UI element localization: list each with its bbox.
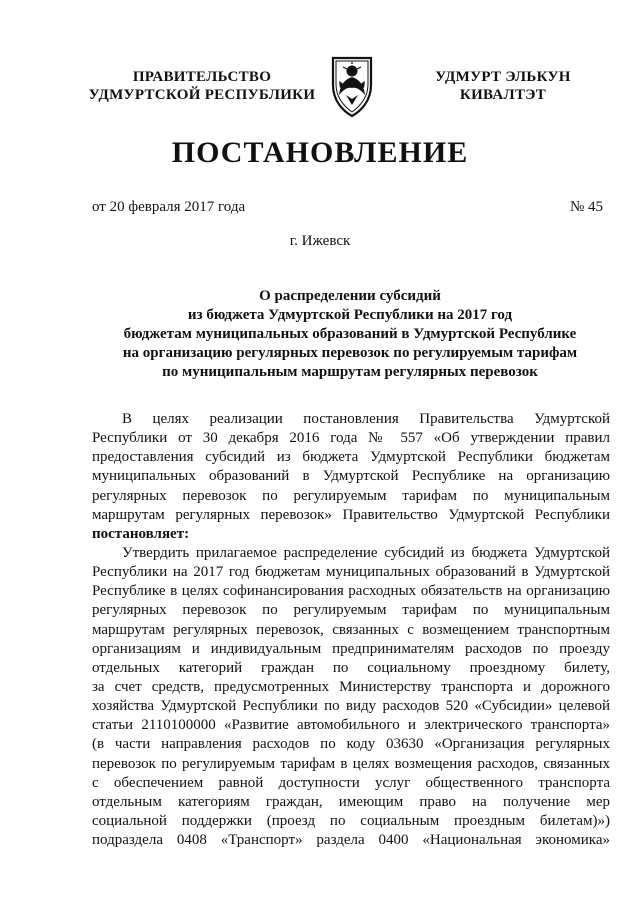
header-right-line-1: УДМУРТ ЭЛЬКУН <box>435 69 571 85</box>
body-line: регулярных перевозок по регулируемым тарифам по муниципальным <box>92 487 610 504</box>
document-date: от 20 февраля 2017 года <box>92 199 246 215</box>
body-line: отдельным категориям граждан, имеющим право на получение мер <box>92 793 610 810</box>
subject-line: бюджетам муниципальных образований в Удмуртской Республике <box>123 326 577 342</box>
document-number: № 45 <box>569 199 603 215</box>
body-line: предоставления субсидий из бюджета Удмуртской Республики бюджетам <box>92 449 610 466</box>
body-line: регулярных перевозок по регулируемым тарифам по муниципальным <box>92 602 610 619</box>
body-line: муниципальных образований в Удмуртской Республике на организацию <box>92 468 610 485</box>
document-title: ПОСТАНОВЛЕНИЕ <box>171 136 469 169</box>
document-body <box>92 410 610 850</box>
body-line-resolves: постановляет: <box>92 525 190 542</box>
body-line: подраздела 0408 «Транспорт» раздела 0400 «Национальная экономика» <box>92 832 610 849</box>
coat-of-arms-icon <box>327 55 377 119</box>
body-line: хозяйства Удмуртской Республики по виду расходов 520 «Субсидии» целевой <box>92 698 610 715</box>
government-name-udmurt <box>430 68 576 104</box>
header-left-line-2: УДМУРТСКОЙ РЕСПУБЛИКИ <box>88 87 316 103</box>
body-line: с обеспечением равной доступности услуг общественного транспорта <box>92 774 610 791</box>
body-line: статьи 2110100000 «Развитие автомобильного и электрического транспорта» <box>92 717 610 734</box>
body-line: социальной поддержки (проезд по социальным проездным билетам)») <box>92 812 610 829</box>
body-line: Утвердить прилагаемое распределение субсидий из бюджета Удмуртской <box>122 544 610 561</box>
subject-line: О распределении субсидий <box>259 288 441 304</box>
header-left-line-1: ПРАВИТЕЛЬСТВО <box>132 69 272 85</box>
document-subject <box>96 287 604 382</box>
body-line: отдельных категорий граждан по социальному проездному билету, <box>92 659 610 676</box>
subject-line: из бюджета Удмуртской Республики на 2017 год <box>187 307 513 323</box>
government-name-russian <box>84 68 320 104</box>
subject-line: по муниципальным маршрутам регулярных перевозок <box>162 364 538 380</box>
body-line: Республики от 30 декабря 2016 года № 557 «Об утверждении правил <box>92 430 610 447</box>
body-line: маршрутам регулярных перевозок, связанных с возмещением транспортным <box>92 621 610 638</box>
header-right-line-2: КИВАЛТЭТ <box>459 87 547 103</box>
body-line: Республики на 2017 год бюджетам муниципальных образований в Удмуртской <box>92 564 610 581</box>
body-line: Республике в целях софинансирования расходных обязательств на организацию <box>92 583 610 600</box>
body-line: (в части направления расходов по коду 03630 «Организация регулярных <box>92 736 610 753</box>
body-line: В целях реализации постановления Правительства Удмуртской <box>122 411 610 427</box>
body-line: перевозок по регулируемым тарифам в целях возмещения расходов, связанных <box>92 755 610 772</box>
body-line: маршрутам регулярных перевозок» Правительство Удмуртской Республики <box>92 506 610 523</box>
document-city: г. Ижевск <box>289 233 351 249</box>
body-line: организациям и индивидуальным предпринимателям расходов по проезду <box>92 640 610 657</box>
subject-line: на организацию регулярных перевозок по регулируемым тарифам <box>122 345 578 361</box>
body-line: за счет средств, предусмотренных Министерству транспорта и дорожного <box>92 678 610 695</box>
